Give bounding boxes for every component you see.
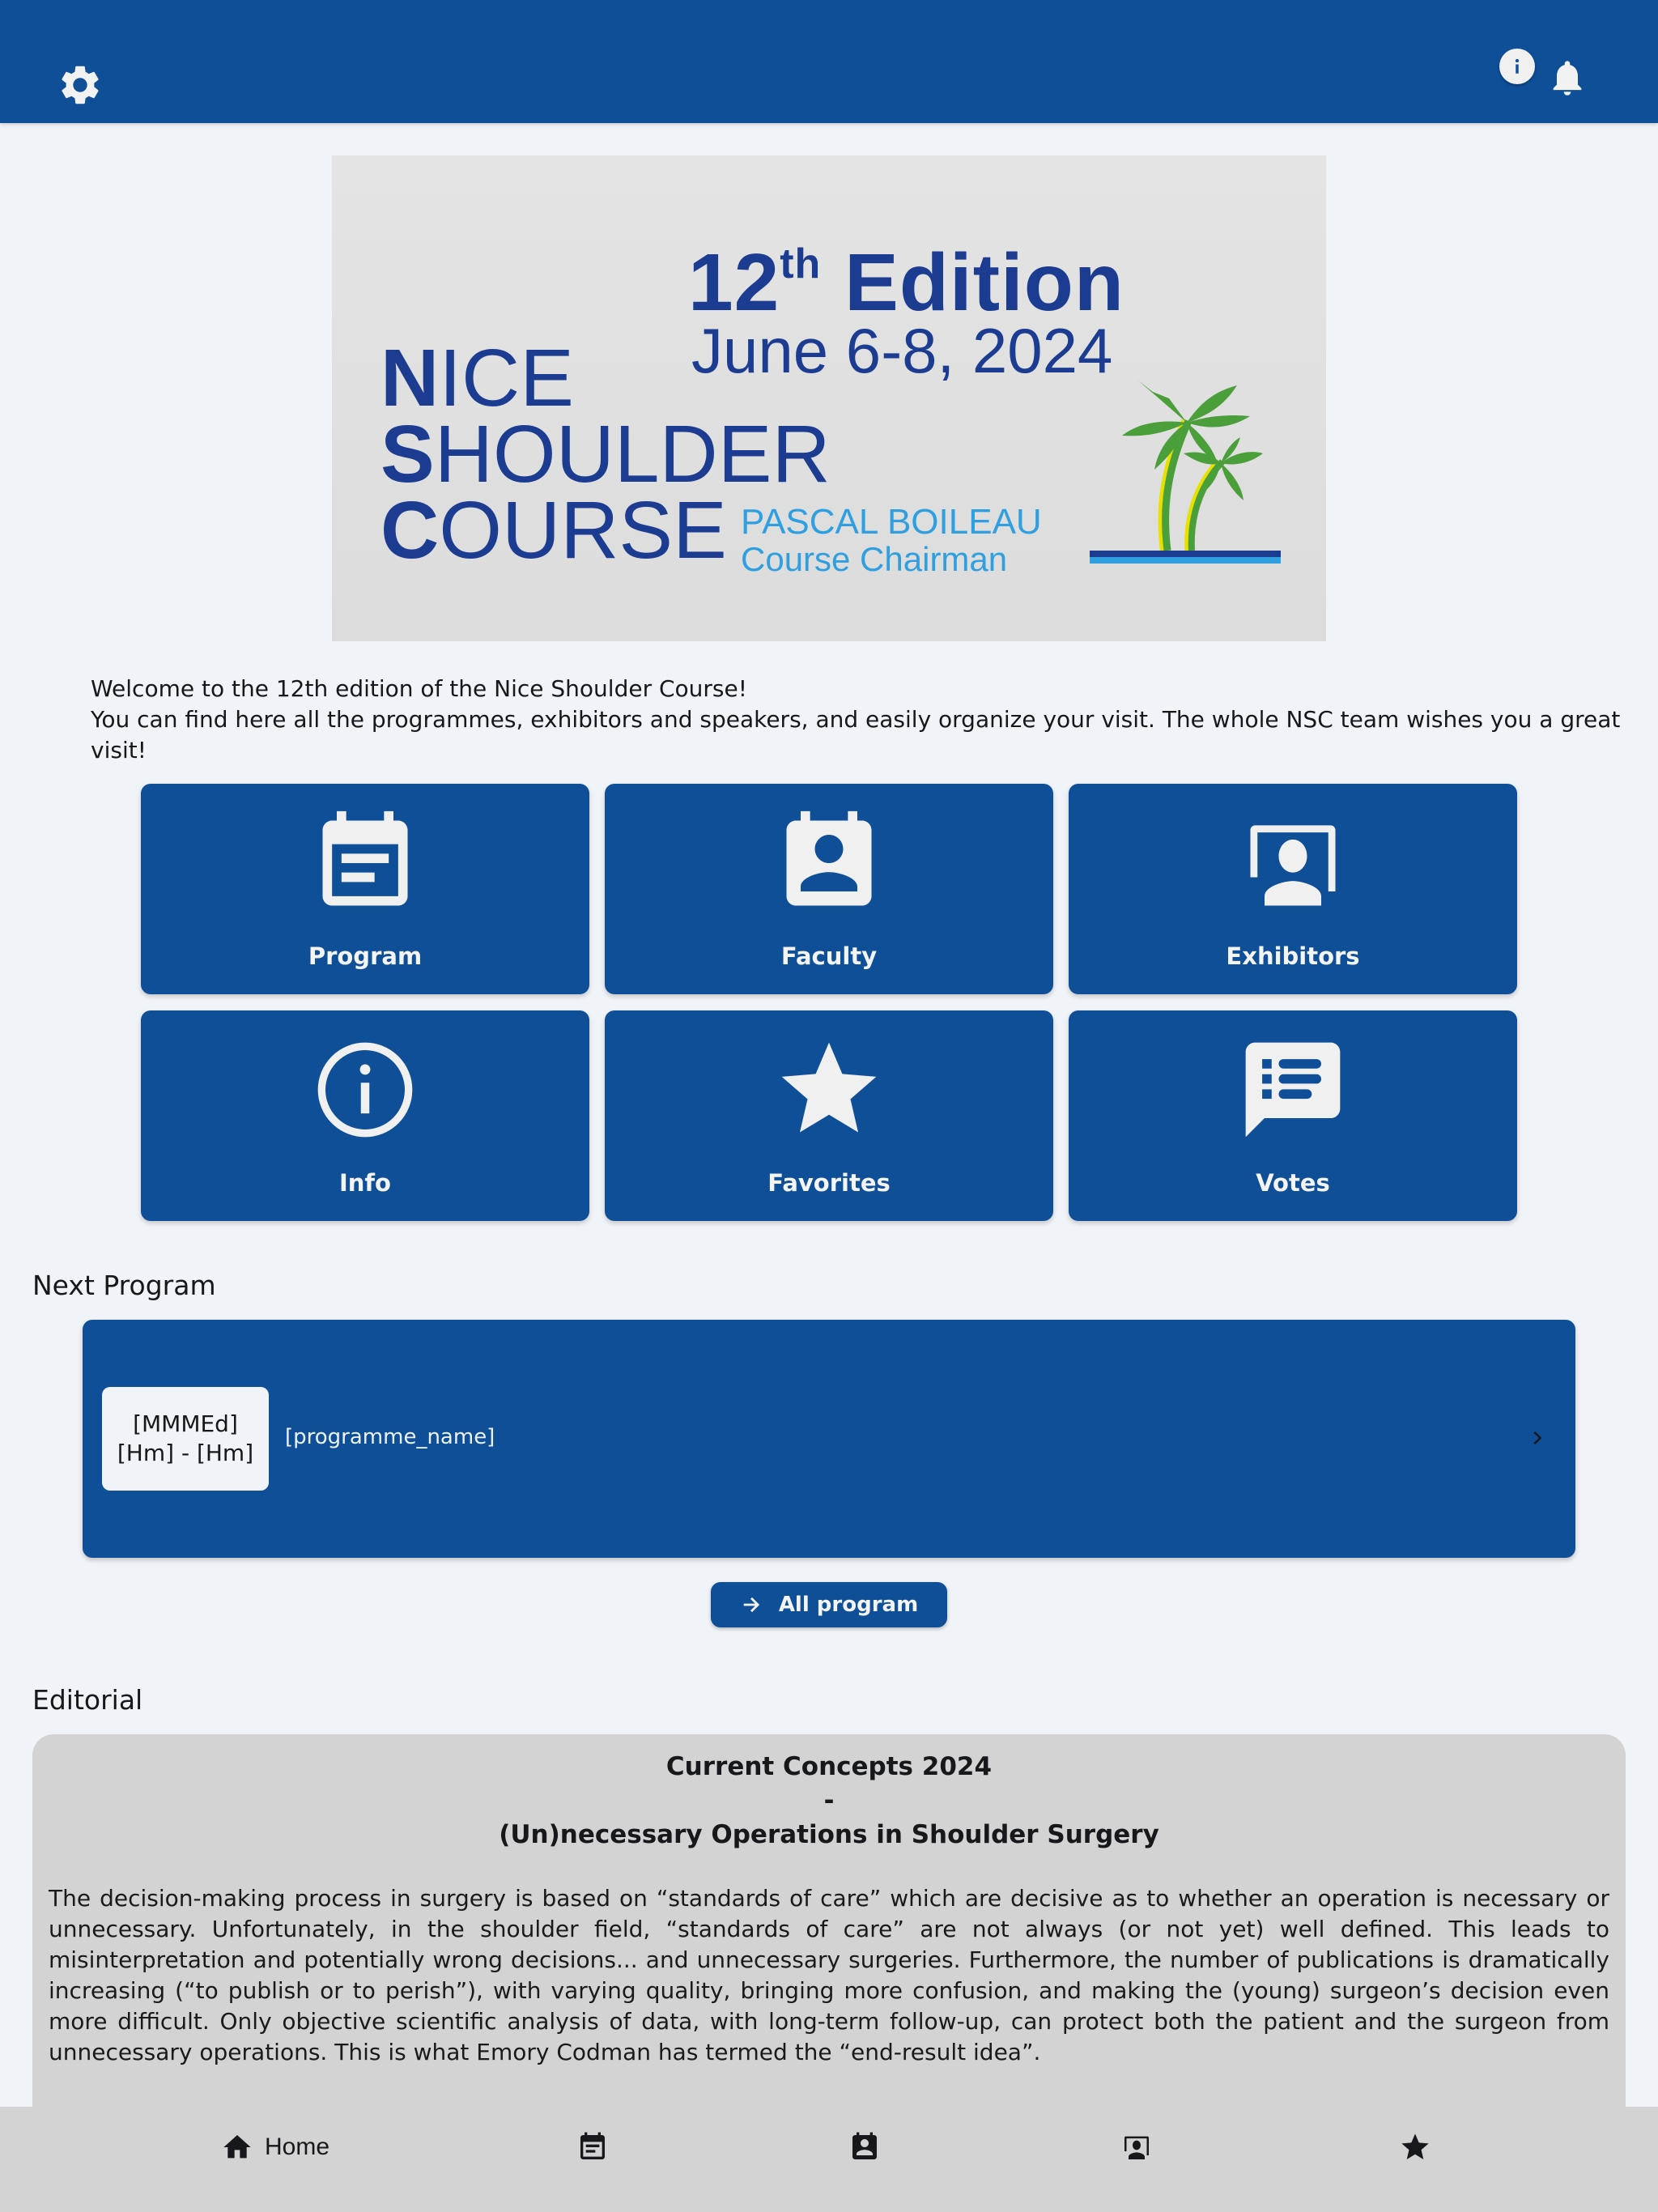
nav-faculty[interactable] [816, 2107, 913, 2188]
all-program-label: All program [778, 1593, 919, 1617]
tile-exhibitors[interactable] [1069, 784, 1517, 994]
nav-program[interactable] [544, 2107, 641, 2188]
welcome-line-1: Welcome to the 12th edition of the Nice Shoulder Course! [91, 675, 747, 702]
editorial-title-separator: - [823, 1786, 835, 1815]
all-program-button[interactable] [711, 1582, 947, 1627]
portrait-icon [1120, 2131, 1153, 2163]
banner-course-name: NICE SHOULDER COURSE [380, 333, 831, 576]
star-icon [1399, 2131, 1431, 2163]
settings-button[interactable] [55, 60, 105, 110]
nav-home[interactable] [186, 2107, 364, 2188]
tile-faculty[interactable] [605, 784, 1053, 994]
program-name: [programme_name] [285, 1425, 495, 1449]
program-date: [MMMEd] [133, 1410, 238, 1437]
notifications-button[interactable] [1546, 55, 1588, 100]
editorial-title: Current Concepts 2024 [665, 1752, 993, 1781]
palm-tree-logo-icon [1090, 374, 1284, 573]
contact-badge-icon [772, 806, 886, 920]
contact-badge-icon [848, 2131, 881, 2163]
calendar-icon [576, 2131, 609, 2163]
program-time-range: [Hm] - [Hm] [117, 1440, 254, 1466]
event-banner [332, 155, 1326, 641]
tile-votes[interactable] [1069, 1010, 1517, 1221]
chevron-right-icon [1527, 1423, 1548, 1453]
tile-label: Exhibitors [1226, 942, 1360, 970]
tile-program[interactable] [141, 784, 589, 994]
banner-dates: June 6-8, 2024 [691, 315, 1113, 386]
info-circle-icon [308, 1033, 422, 1146]
top-app-bar [0, 0, 1658, 123]
welcome-text [91, 674, 1629, 766]
gear-icon [57, 62, 104, 108]
nav-home-label: Home [264, 2133, 330, 2160]
banner-edition: 12th Edition [688, 237, 1124, 328]
nav-favorites[interactable] [1367, 2107, 1464, 2188]
info-icon [1505, 54, 1529, 79]
tile-info[interactable] [141, 1010, 589, 1221]
next-program-heading: Next Program [32, 1270, 216, 1301]
editorial-body: The decision-making process in surgery is based on “standards of care” which are decisive as to whether an operation is necessary or unnecessary. Unfortunately, in the shoulder field, “standards of care” are not always (or not yet) well defined. This leads to misinterpretation and potentially wrong decisions... and unnecessary surgeries. Furthermore, the number of publications is dramatically increasing (“to publish or to perish”), with varying quality, bringing more confusion, and making the (young) surgeon’s decision even more difficult. Only objective scientific analysis of data, with long-term follow-up, can protect both the patient and the surgeon from unnecessary operations. This is what Emory Codman has termed the “end-result idea”. [49, 1885, 1609, 2065]
editorial-subtitle: (Un)necessary Operations in Shoulder Surgery [499, 1820, 1159, 1849]
tile-label: Faculty [780, 942, 878, 970]
bell-icon [1546, 56, 1588, 100]
editorial-heading: Editorial [32, 1684, 143, 1716]
bottom-navigation [0, 2107, 1658, 2212]
chat-list-icon [1236, 1033, 1350, 1146]
portrait-icon [1236, 806, 1350, 920]
welcome-line-2: You can find here all the programmes, exhibitors and speakers, and easily organize your visit. The whole NSC team wishes you a great visit! [91, 706, 1621, 764]
tile-label: Program [308, 942, 423, 970]
banner-chairman: PASCAL BOILEAU Course Chairman [741, 502, 1042, 578]
home-icon [221, 2131, 253, 2163]
tile-label: Votes [1256, 1169, 1330, 1197]
tile-label: Info [339, 1169, 391, 1197]
program-date-box [102, 1387, 269, 1491]
tile-label: Favorites [767, 1169, 891, 1197]
star-icon [772, 1033, 886, 1146]
arrow-right-icon [740, 1593, 763, 1616]
about-button[interactable] [1499, 49, 1535, 84]
nav-exhibitors[interactable] [1088, 2107, 1185, 2188]
tile-favorites[interactable] [605, 1010, 1053, 1221]
next-program-card[interactable] [83, 1320, 1575, 1558]
calendar-icon [308, 806, 422, 920]
